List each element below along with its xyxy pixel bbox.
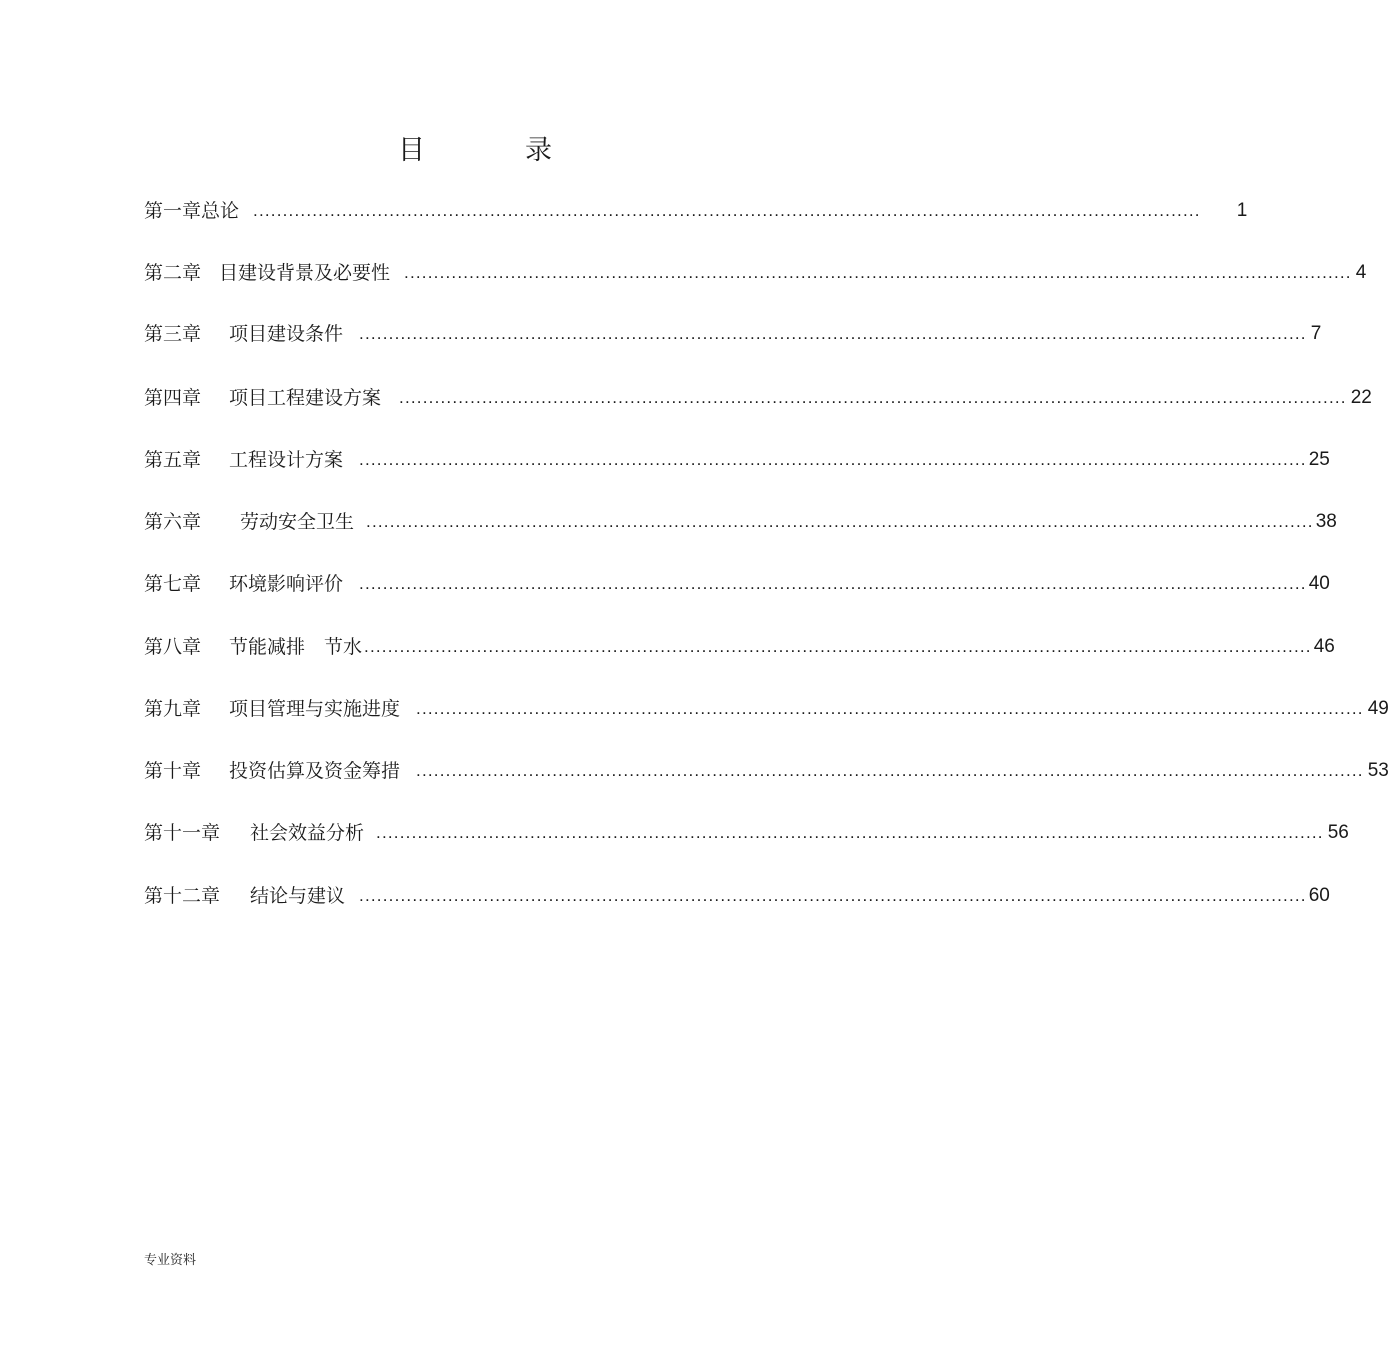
footer-text: 专业资料 — [144, 1253, 197, 1268]
toc-leader-dots: ................................................................................................................................................................ — [359, 886, 1307, 905]
toc-page-number: 56 — [1327, 822, 1349, 843]
toc-leader-dots: ................................................................................................................................................................ — [359, 574, 1307, 593]
toc-page-number: 40 — [1308, 573, 1330, 594]
toc-chapter: 第五章 — [144, 449, 202, 471]
title-char-2: 录 — [525, 135, 552, 166]
toc-title: 项目建设条件 — [229, 323, 344, 345]
toc-title: 目建设背景及必要性 — [219, 262, 391, 284]
toc-chapter: 第四章 — [144, 387, 202, 409]
toc-entry[interactable] — [144, 882, 1330, 910]
toc-chapter: 第九章 — [144, 698, 202, 720]
toc-chapter: 第六章 — [144, 511, 202, 533]
toc-chapter: 第七章 — [144, 573, 202, 595]
toc-leader-dots: ................................................................................................................................................................ — [399, 388, 1347, 407]
toc-chapter: 第十章 — [144, 760, 202, 782]
toc-entry[interactable] — [144, 197, 1248, 225]
toc-leader-dots: ................................................................................................................................................................ — [253, 201, 1201, 220]
toc-leader-dots: ................................................................................................................................................................ — [416, 699, 1364, 718]
toc-entry[interactable] — [144, 259, 1367, 287]
toc-title: 投资估算及资金筹措 — [229, 760, 401, 782]
toc-leader-dots: ................................................................................................................................................................ — [359, 450, 1307, 469]
toc-page-number: 25 — [1308, 449, 1330, 470]
toc-leader-dots: ................................................................................................................................................................ — [359, 324, 1307, 343]
toc-page-number: 49 — [1367, 698, 1389, 719]
toc-leader-dots: ................................................................................................................................................................ — [366, 512, 1314, 531]
toc-page-number: 38 — [1315, 511, 1337, 532]
toc-title: 社会效益分析 — [250, 822, 365, 844]
toc-leader-dots: ................................................................................................................................................................ — [416, 761, 1364, 780]
toc-page-number: 60 — [1308, 885, 1330, 906]
toc-title: 项目管理与实施进度 — [229, 698, 401, 720]
toc-entry[interactable] — [144, 384, 1372, 412]
toc-entry[interactable] — [144, 757, 1389, 785]
toc-chapter: 第十一章 — [144, 822, 221, 844]
toc-page-number: 1 — [1236, 200, 1248, 221]
toc-entry[interactable] — [144, 695, 1389, 723]
toc-chapter: 第一章总论 — [144, 200, 240, 222]
toc-page-number: 7 — [1310, 323, 1322, 344]
toc-chapter: 第二章 — [144, 262, 202, 284]
toc-chapter: 第八章 — [144, 636, 202, 658]
toc-page-number: 22 — [1350, 387, 1372, 408]
toc-title: 环境影响评价 — [229, 573, 344, 595]
toc-title: 节能减排 节水 — [229, 636, 363, 658]
toc-title: 项目工程建设方案 — [229, 387, 382, 409]
toc-page-number: 53 — [1367, 760, 1389, 781]
toc-title: 工程设计方案 — [229, 449, 344, 471]
toc-chapter: 第三章 — [144, 323, 202, 345]
toc-entry[interactable] — [144, 570, 1330, 598]
toc-entry[interactable] — [144, 446, 1330, 474]
title-char-1: 目 — [398, 135, 425, 166]
toc-chapter: 第十二章 — [144, 885, 221, 907]
toc-entry[interactable] — [144, 819, 1349, 847]
toc-page-number: 4 — [1355, 262, 1367, 283]
toc-title: 劳动安全卫生 — [240, 511, 355, 533]
toc-leader-dots: ................................................................................................................................................................ — [404, 263, 1352, 282]
toc-leader-dots: ................................................................................................................................................................ — [376, 823, 1324, 842]
toc-page-number: 46 — [1313, 636, 1335, 657]
toc-entry[interactable] — [144, 320, 1322, 348]
toc-entry[interactable] — [144, 633, 1335, 661]
toc-title: 结论与建议 — [250, 885, 346, 907]
toc-entry[interactable] — [144, 508, 1337, 536]
toc-leader-dots: ................................................................................................................................................................ — [364, 637, 1312, 656]
